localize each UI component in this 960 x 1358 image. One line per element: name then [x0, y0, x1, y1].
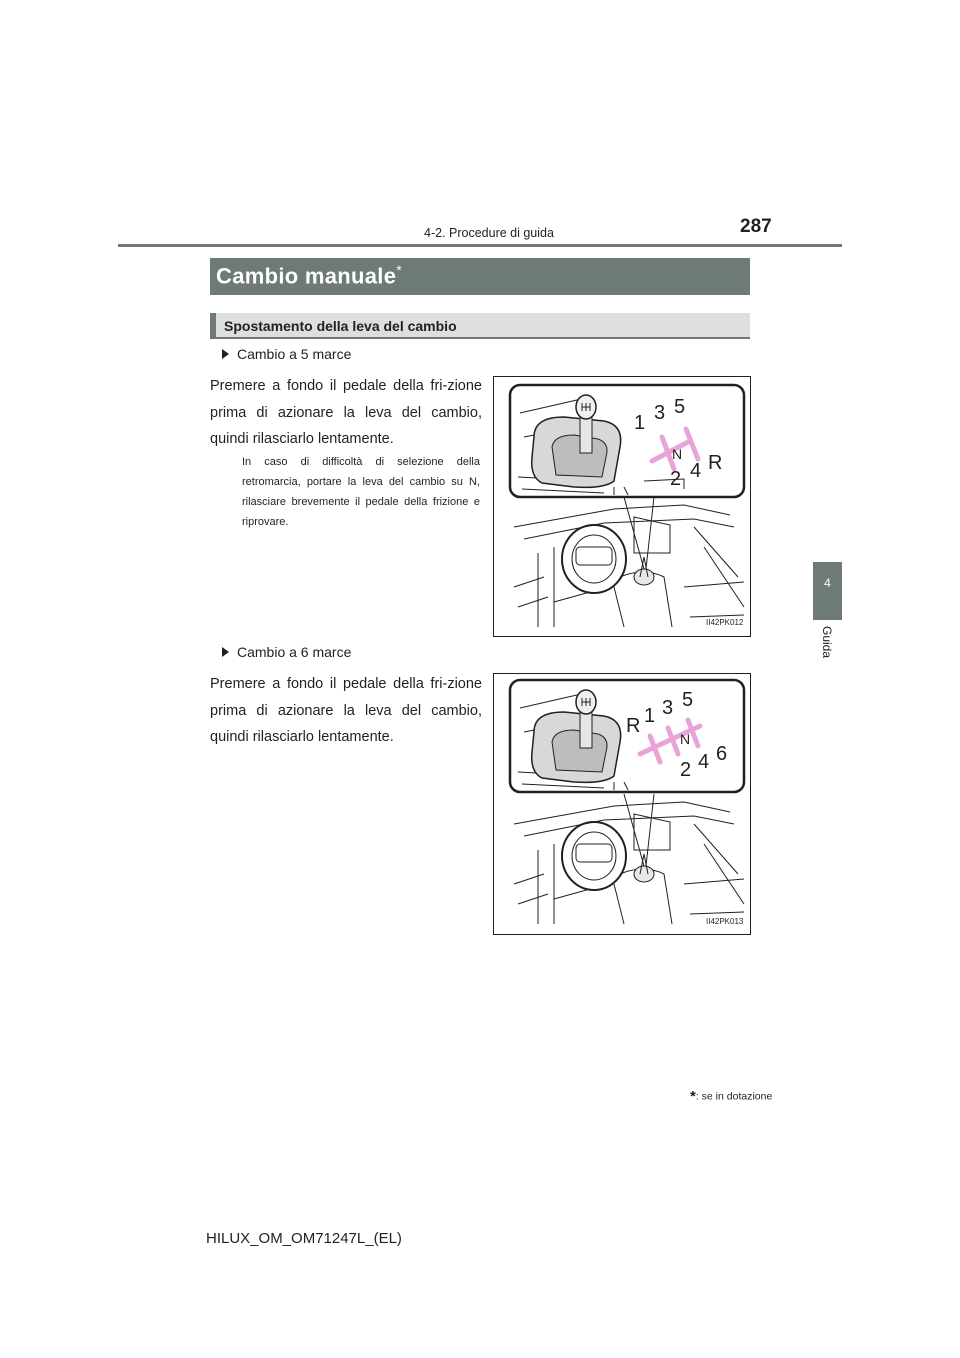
header-rule: [118, 244, 842, 247]
six-top-gear-R: R: [626, 715, 641, 737]
header-section-title: 4-2. Procedure di guida: [424, 226, 554, 240]
six-bottom-gear-2: 2: [680, 759, 692, 781]
six-top-gear-5: 5: [682, 689, 694, 711]
six-bottom-gear-6: 6: [716, 743, 728, 765]
five-top-gear-3: 3: [654, 402, 666, 424]
five-bottom-gear-4: 4: [690, 460, 702, 482]
five-speed-paragraph: Premere a fondo il pedale della fri-zione prima di azionare la leva del cambio, quindi rilasciarlo lentamente.: [210, 378, 482, 447]
six-neutral: N: [680, 731, 691, 747]
subsection-accent: [210, 313, 216, 339]
figure-code-012: II42PK012: [706, 618, 744, 627]
six-speed-paragraph: Premere a fondo il pedale della fri-zione prima di azionare la leva del cambio, quindi rilasciarlo lentamente.: [210, 676, 482, 745]
bullet-five-speed: [222, 346, 351, 362]
chapter-label-text: Guida: [820, 625, 834, 659]
footnote-mark: *: [690, 1088, 696, 1105]
bullet-six-speed-text: Cambio a 6 marce: [237, 644, 352, 660]
six-top-gear-3: 3: [662, 697, 674, 719]
page-title: [216, 262, 402, 289]
footer-document-code: HILUX_OM_OM71247L_(EL): [206, 1230, 402, 1247]
chapter-label: [797, 622, 857, 662]
chapter-tab: [813, 562, 842, 620]
five-top-gear-1: 1: [634, 412, 646, 434]
subsection-title: Spostamento della leva del cambio: [224, 318, 457, 334]
figure-code-013: II42PK013: [706, 917, 744, 926]
page-number: 287: [740, 216, 772, 237]
five-bottom-gear-R: R: [708, 452, 723, 474]
six-top-gear-1: 1: [644, 705, 656, 727]
five-speed-note: In caso di difficoltà di selezione della retromarcia, portare la leva del cambio su N, rilasciare brevemente il pedale della frizione e riprovare.: [242, 456, 480, 528]
six-bottom-gear-4: 4: [698, 751, 710, 773]
footnote-text: : se in dotazione: [695, 1090, 773, 1103]
five-neutral: N: [672, 446, 683, 462]
five-bottom-gear-2: 2: [670, 468, 682, 490]
bullet-six-speed: [222, 644, 351, 660]
figure-five-speed: [493, 376, 751, 637]
footnote: [690, 1088, 772, 1105]
figure-six-speed: [493, 673, 751, 935]
six-speed-illustration: [494, 674, 750, 934]
bullet-five-speed-text: Cambio a 5 marce: [237, 346, 352, 362]
bullet-triangle-icon: [222, 647, 229, 657]
optional-mark: *: [396, 262, 402, 278]
five-speed-illustration: [494, 377, 750, 636]
five-top-gear-5: 5: [674, 396, 686, 418]
bullet-triangle-icon: [222, 349, 229, 359]
page-title-text: Cambio manuale: [216, 263, 397, 289]
chapter-number: 4: [824, 576, 831, 590]
